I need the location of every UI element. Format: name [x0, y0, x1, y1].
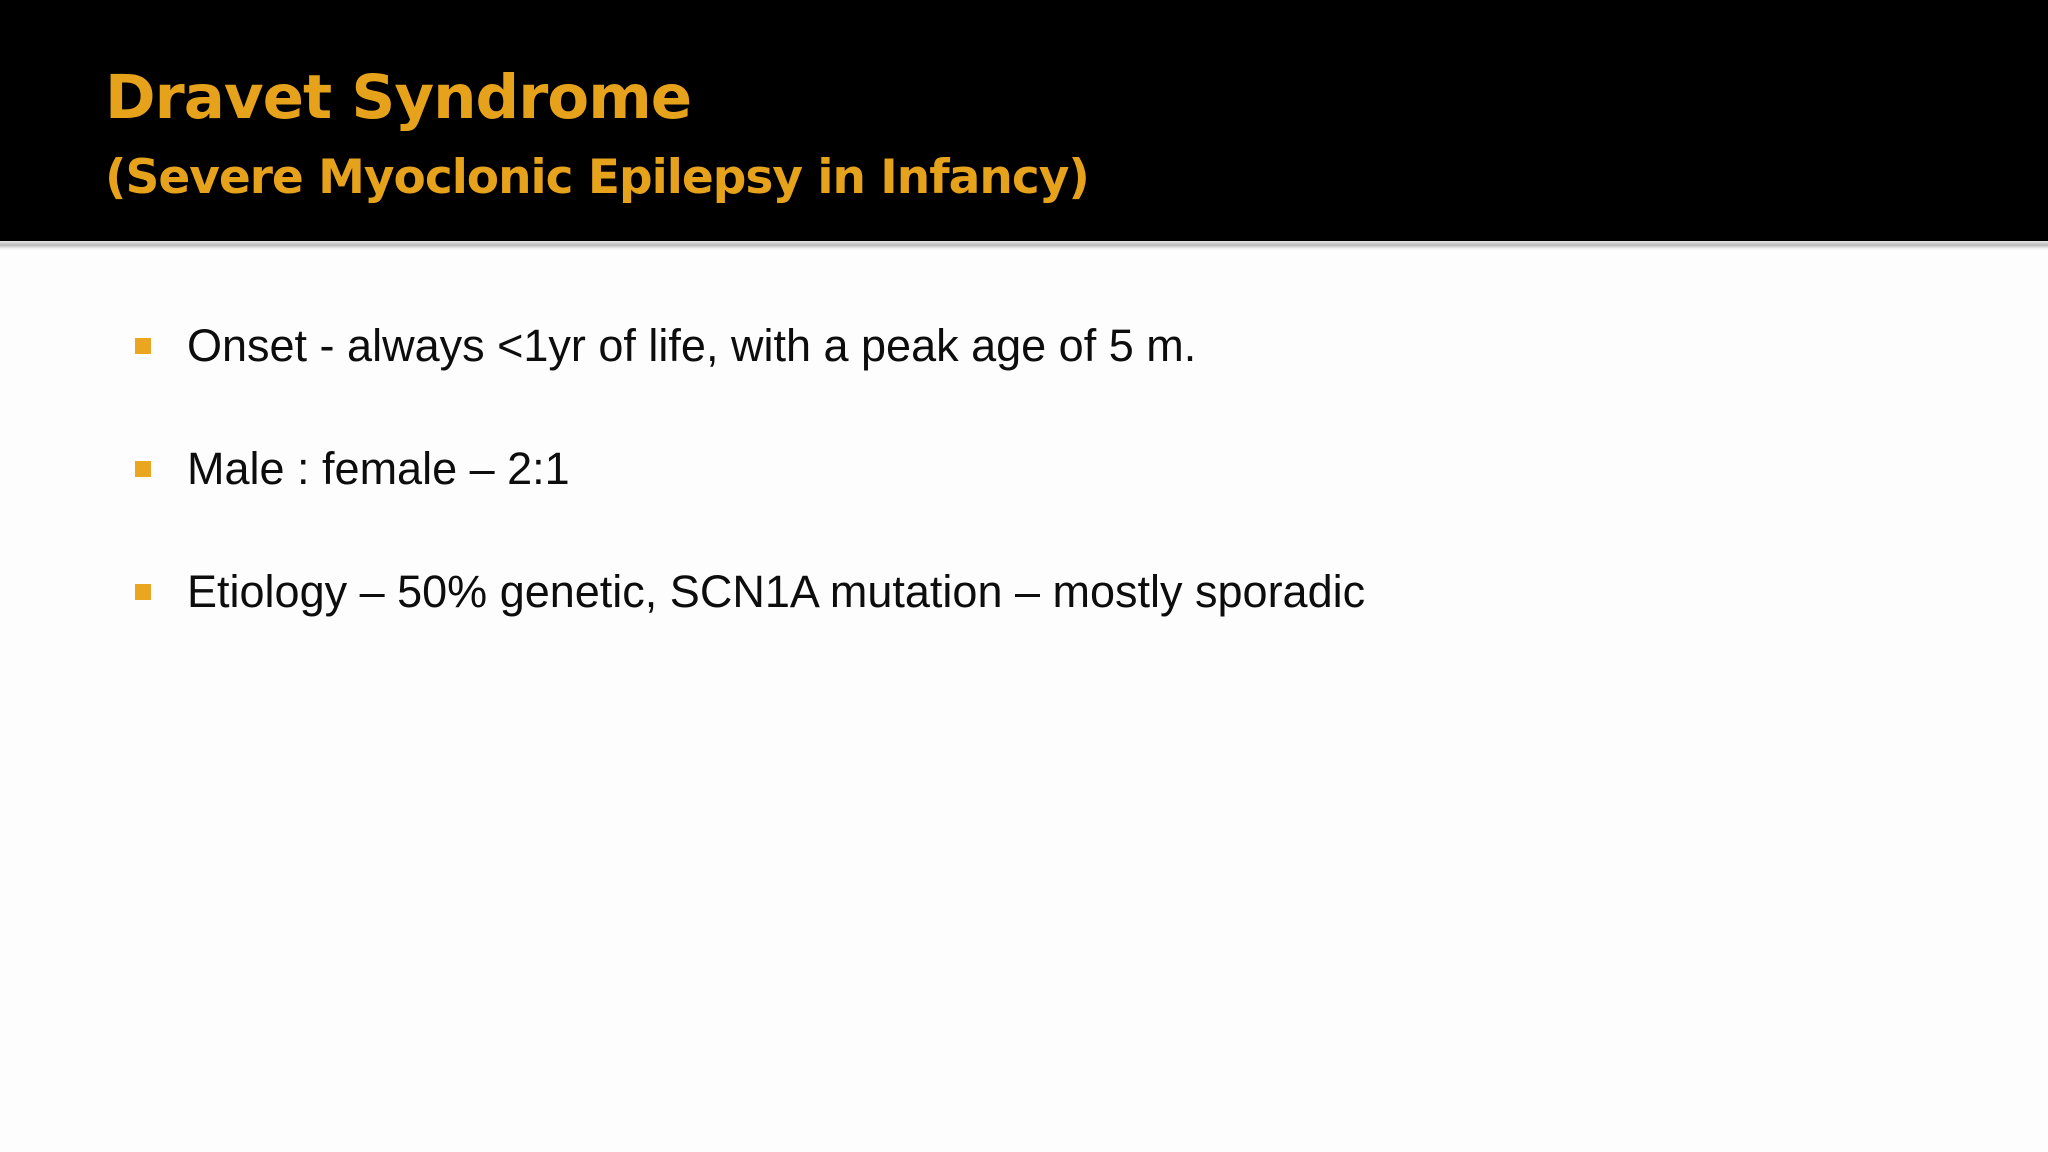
bullet-etiology — [135, 557, 1365, 627]
bullet-text: Onset - always <1yr of life, with a peak age of 5 m. — [187, 320, 1197, 371]
square-bullet-icon — [135, 338, 151, 354]
square-bullet-icon — [135, 461, 151, 477]
bullet-onset — [135, 311, 1196, 381]
bullet-text: Etiology – 50% genetic, SCN1A mutation – mostly sporadic — [187, 566, 1366, 617]
bullet-text: Male : female – 2:1 — [187, 443, 570, 494]
bullet-sex-ratio — [135, 434, 570, 504]
slide-title: Dravet Syndrome — [105, 62, 692, 133]
square-bullet-icon — [135, 584, 151, 600]
slide-subtitle: (Severe Myoclonic Epilepsy in Infancy) — [105, 150, 1089, 205]
